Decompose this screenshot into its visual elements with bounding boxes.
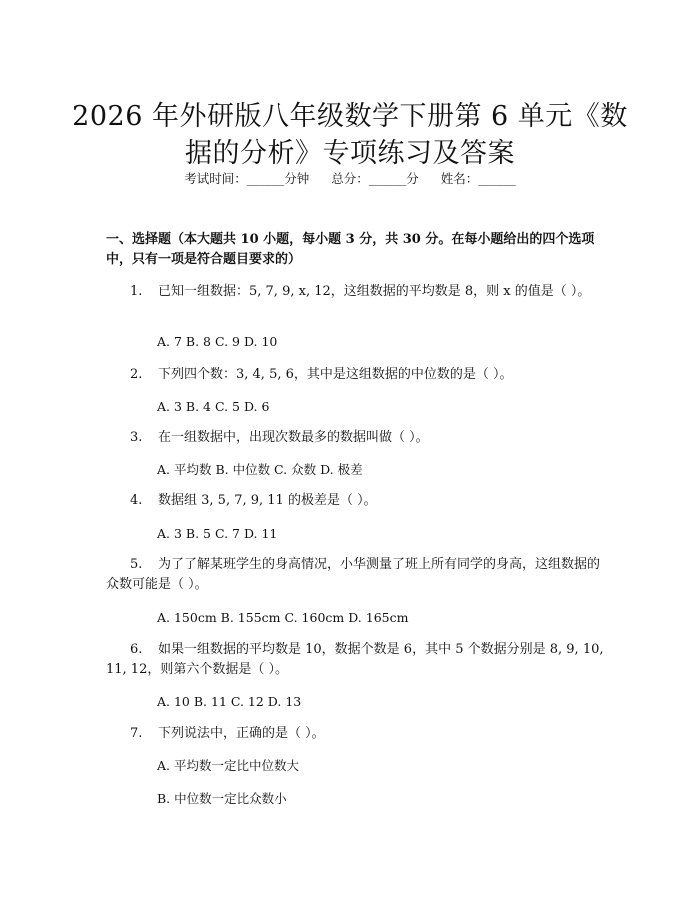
question-2-options: A. 3 B. 4 C. 5 D. 6 [157, 399, 270, 414]
exam-info [0, 171, 700, 187]
question-1-options: A. 7 B. 8 C. 9 D. 10 [157, 334, 278, 349]
exam-student-name: 姓名：______ [440, 171, 516, 186]
question-number: 2. [130, 367, 143, 382]
title-line-1: 2026 年外研版八年级数学下册第 6 单元《数 [72, 101, 628, 133]
question-number: 4. [130, 493, 143, 508]
section-heading: 一、选择题（本大题共 10 小题，每小题 3 分，共 30 分。在每小题给出的四个选项中，只有一项是符合题目要求的） [106, 232, 595, 267]
question-text: 数据组 3, 5, 7, 9, 11 的极差是（ ）。 [158, 493, 377, 508]
question-number: 5. [130, 557, 143, 572]
question-4 [106, 491, 604, 511]
question-text: 在一组数据中，出现次数最多的数据叫做（ ）。 [158, 430, 429, 445]
question-1 [106, 282, 604, 302]
question-6-options: A. 10 B. 11 C. 12 D. 13 [157, 694, 302, 709]
question-number: 1. [130, 284, 143, 299]
question-7 [106, 724, 604, 744]
exam-time: 考试时间：______分钟 [184, 171, 310, 186]
question-5-options: A. 150cm B. 155cm C. 160cm D. 165cm [157, 610, 409, 625]
question-7-option-b: B. 中位数一定比众数小 [157, 791, 287, 806]
question-text: 下列说法中，正确的是（ ）。 [158, 726, 325, 741]
question-number: 3. [130, 430, 143, 445]
question-3-options: A. 平均数 B. 中位数 C. 众数 D. 极差 [157, 462, 363, 477]
question-5 [106, 555, 604, 595]
page-title [40, 98, 660, 172]
question-6 [106, 640, 604, 680]
title-line-2: 据的分析》专项练习及答案 [185, 138, 515, 170]
question-text: 已知一组数据：5, 7, 9, x, 12，这组数据的平均数是 8，则 x 的值是（ ）。 [158, 284, 591, 299]
question-3 [106, 428, 604, 448]
question-text: 下列四个数：3, 4, 5, 6，其中是这组数据的中位数的是（ ）。 [158, 367, 513, 382]
question-4-options: A. 3 B. 5 C. 7 D. 11 [157, 526, 278, 541]
question-2 [106, 365, 604, 385]
question-text: 如果一组数据的平均数是 10，数据个数是 6，其中 5 个数据分别是 8, 9, 10, 11, 12，则第六个数据是（ ）。 [106, 642, 604, 677]
exam-total-score: 总分：______分 [331, 171, 419, 186]
question-7-option-a: A. 平均数一定比中位数大 [157, 758, 299, 773]
question-text: 为了了解某班学生的身高情况，小华测量了班上所有同学的身高，这组数据的众数可能是（ ）。 [106, 557, 601, 592]
question-number: 6. [130, 642, 143, 657]
question-number: 7. [130, 726, 143, 741]
